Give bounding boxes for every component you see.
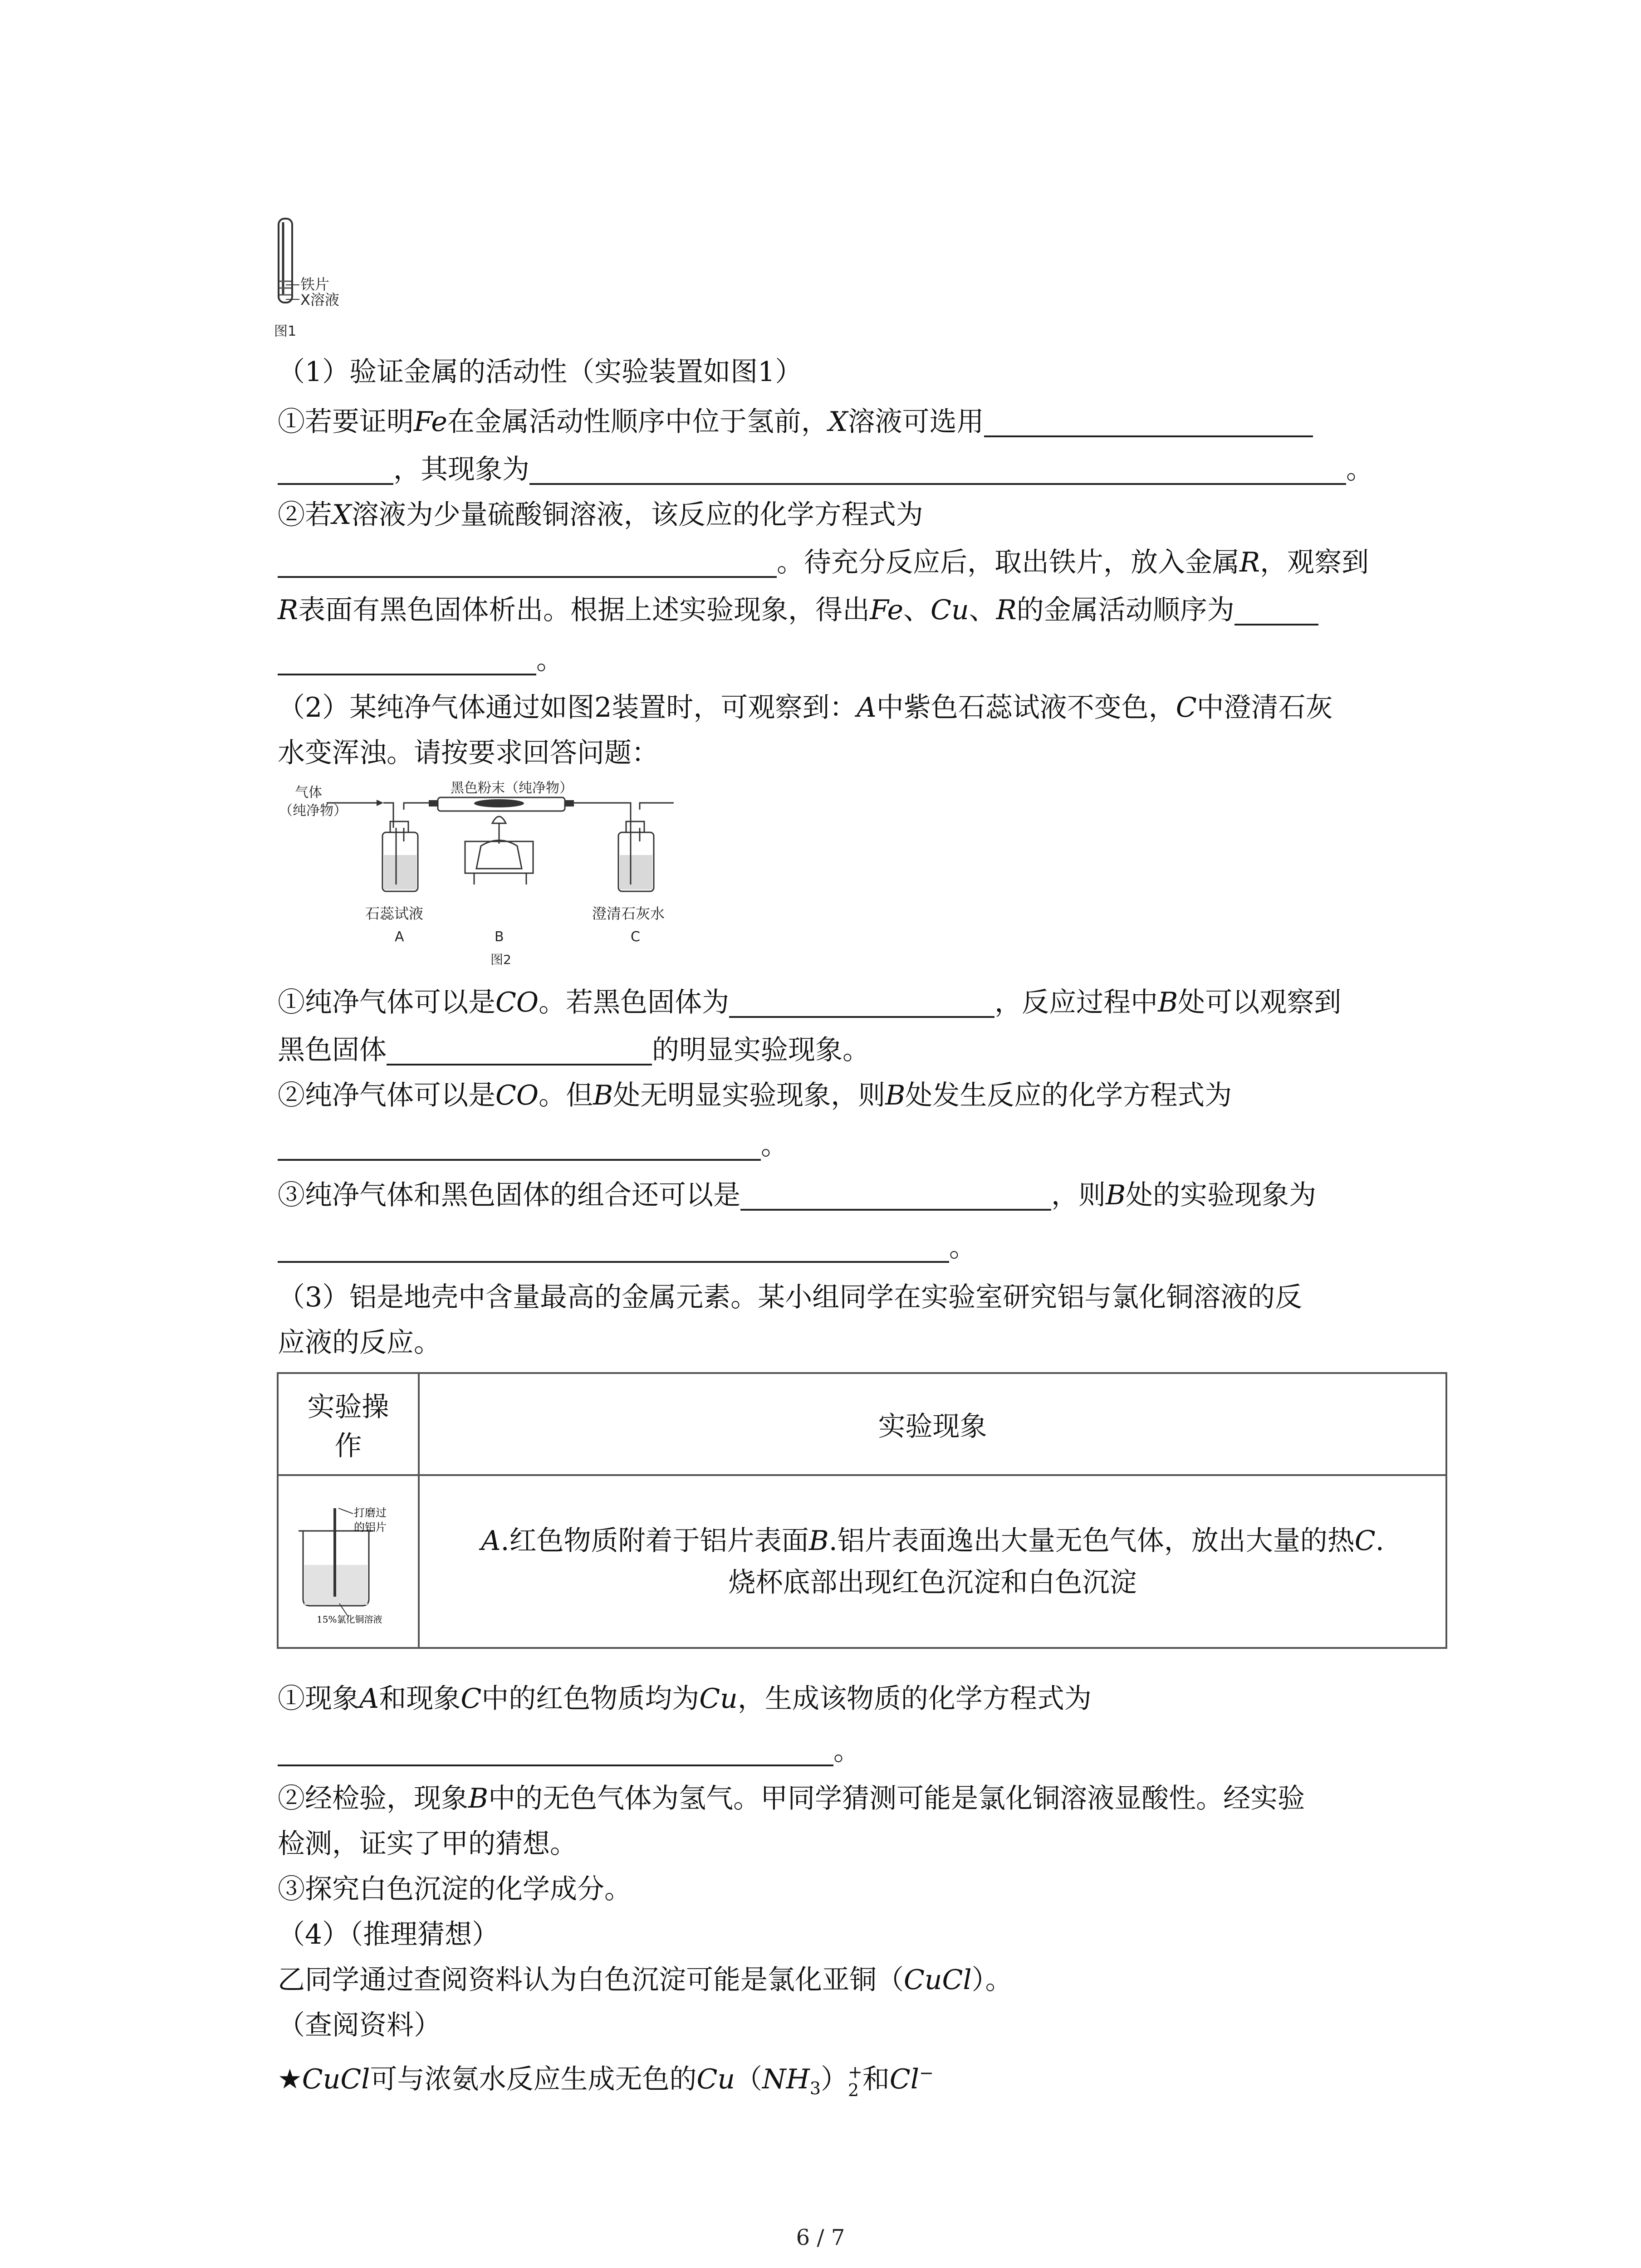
q2-item2-line1: ②纯净气体可以是CO。但B处无明显实验现象，则B处发生反应的化学方程式为 bbox=[278, 1080, 1232, 1111]
q2-heading-line2: 水变浑浊。请按要求回答问题： bbox=[278, 737, 659, 769]
q3-table-header-phenomenon: 实验现象 bbox=[419, 1373, 1446, 1475]
q1-item2-blank-equation[interactable] bbox=[278, 544, 777, 578]
q2-item1-line1: ①纯净气体可以是CO。若黑色固体为 ，反应过程中B处可以观察到 bbox=[278, 980, 1341, 1025]
q3-beaker-figure bbox=[285, 1490, 412, 1626]
q3-table-figure-cell bbox=[278, 1475, 419, 1648]
q3-fig-label2: 的铝片 bbox=[353, 1521, 387, 1534]
q3-item2-line1: ②经检验，现象B中的无色气体为氢气。甲同学猜测可能是氯化铜溶液显酸性。经实验 bbox=[278, 1783, 1305, 1814]
q3-table-observations: A.红色物质附着于铝片表面B.铝片表面逸出大量无色气体，放出大量的热C. 烧杯底部出现红色沉淀和白色沉淀 bbox=[419, 1475, 1446, 1648]
star-icon: ★ bbox=[278, 2063, 302, 2095]
q3-heading-line2: 应液的反应。 bbox=[278, 1327, 441, 1359]
q2-item1-blank-phenomenon[interactable] bbox=[387, 1032, 652, 1066]
fig2-bottle-c-label: 澄清石灰水 bbox=[592, 905, 665, 922]
fig2-powder-label: 黑色粉末（纯净物） bbox=[451, 780, 573, 796]
fig2-letter-c: C bbox=[631, 929, 640, 945]
fig2-gas-label: 气体 bbox=[295, 785, 322, 801]
q3-experiment-table bbox=[277, 1372, 1447, 1649]
q1-item1-blank-solution-cont[interactable] bbox=[278, 451, 393, 485]
q2-item3-line1: ③纯净气体和黑色固体的组合还可以是 ，则B处的实验现象为 bbox=[278, 1173, 1316, 1218]
fig2-letter-b: B bbox=[495, 929, 504, 945]
q1-item2-line3: R表面有黑色固体析出。根据上述实验现象，得出Fe、Cu、R的金属活动顺序为 bbox=[278, 587, 1318, 633]
q1-item1-blank-phenomenon[interactable] bbox=[529, 451, 1346, 485]
q1-item2-line2: 。待充分反应后，取出铁片，放入金属R，观察到 bbox=[278, 540, 1369, 585]
q4-line1: 乙同学通过查阅资料认为白色沉淀可能是氯化亚铜（CuCl）。 bbox=[278, 1964, 1013, 1996]
fig1-label-iron: 铁片 bbox=[300, 276, 330, 293]
q3-item1-blank-equation[interactable] bbox=[278, 1733, 833, 1766]
fig1-label-solution: X溶液 bbox=[300, 291, 339, 308]
q2-item1-line2: 黑色固体 的明显实验现象。 bbox=[278, 1027, 870, 1073]
q1-item2-line1: ②若X溶液为少量硫酸铜溶液，该反应的化学方程式为 bbox=[278, 499, 923, 531]
q2-item2-blank-equation[interactable] bbox=[278, 1127, 761, 1161]
q1-item1-line1: ①若要证明Fe在金属活动性顺序中位于氢前，X溶液可选用 bbox=[278, 399, 1313, 445]
q3-item2-line2: 检测，证实了甲的猜想。 bbox=[278, 1828, 577, 1860]
q2-item2-line2: 。 bbox=[278, 1123, 788, 1168]
q3-fig-label3: 15%氯化铜溶液 bbox=[316, 1614, 382, 1625]
q2-item1-blank-solid[interactable] bbox=[729, 984, 994, 1018]
q4-line2: （查阅资料） bbox=[278, 2009, 441, 2041]
fig2-bottle-a-label: 石蕊试液 bbox=[365, 905, 424, 922]
q1-item2-blank-order-cont[interactable] bbox=[278, 642, 536, 675]
q4-line3: ★CuCl可与浓氨水反应生成无色的$Cu(NH_3)$ + 2 和Cl− bbox=[278, 2062, 934, 2101]
page-number: 6 / 7 bbox=[796, 2225, 845, 2250]
q1-item2-line4: 。 bbox=[278, 637, 563, 683]
q1-item1-blank-solution[interactable] bbox=[984, 404, 1313, 437]
q3-item1-line1: ①现象A和现象C中的红色物质均为Cu，生成该物质的化学方程式为 bbox=[278, 1683, 1092, 1715]
figure-2-apparatus bbox=[274, 778, 683, 978]
q3-table-header-operation: 实验操 作 bbox=[278, 1373, 419, 1475]
fig2-letter-a: A bbox=[395, 929, 404, 945]
q1-item1-line2: ，其现象为 。 bbox=[278, 447, 1373, 492]
fig2-gas-sub: （纯净物） bbox=[279, 803, 347, 819]
q3-item1-line2: 。 bbox=[278, 1728, 861, 1774]
q1-heading: （1）验证金属的活动性（实验装置如图1） bbox=[278, 356, 803, 388]
q2-heading-line1: （2）某纯净气体通过如图2装置时，可观察到：A中紫色石蕊试液不变色，C中澄清石灰 bbox=[278, 692, 1333, 723]
fig1-caption: 图1 bbox=[274, 323, 297, 339]
q3-item3: ③探究白色沉淀的化学成分。 bbox=[278, 1873, 632, 1905]
q2-item3-blank-combination[interactable] bbox=[740, 1177, 1051, 1211]
q3-fig-label1: 打磨过 bbox=[353, 1506, 387, 1519]
q1-item2-blank-order[interactable] bbox=[1234, 592, 1318, 626]
q3-heading-line1: （3）铝是地壳中含量最高的金属元素。某小组同学在实验室研究铝与氯化铜溶液的反 bbox=[278, 1281, 1303, 1313]
q2-item3-blank-phenomenon[interactable] bbox=[278, 1229, 949, 1263]
q4-heading: （4）（推理猜想） bbox=[278, 1919, 500, 1950]
q2-item3-line2: 。 bbox=[278, 1225, 976, 1270]
fig2-caption: 图2 bbox=[490, 952, 511, 967]
figure-1-test-tube bbox=[272, 213, 372, 345]
